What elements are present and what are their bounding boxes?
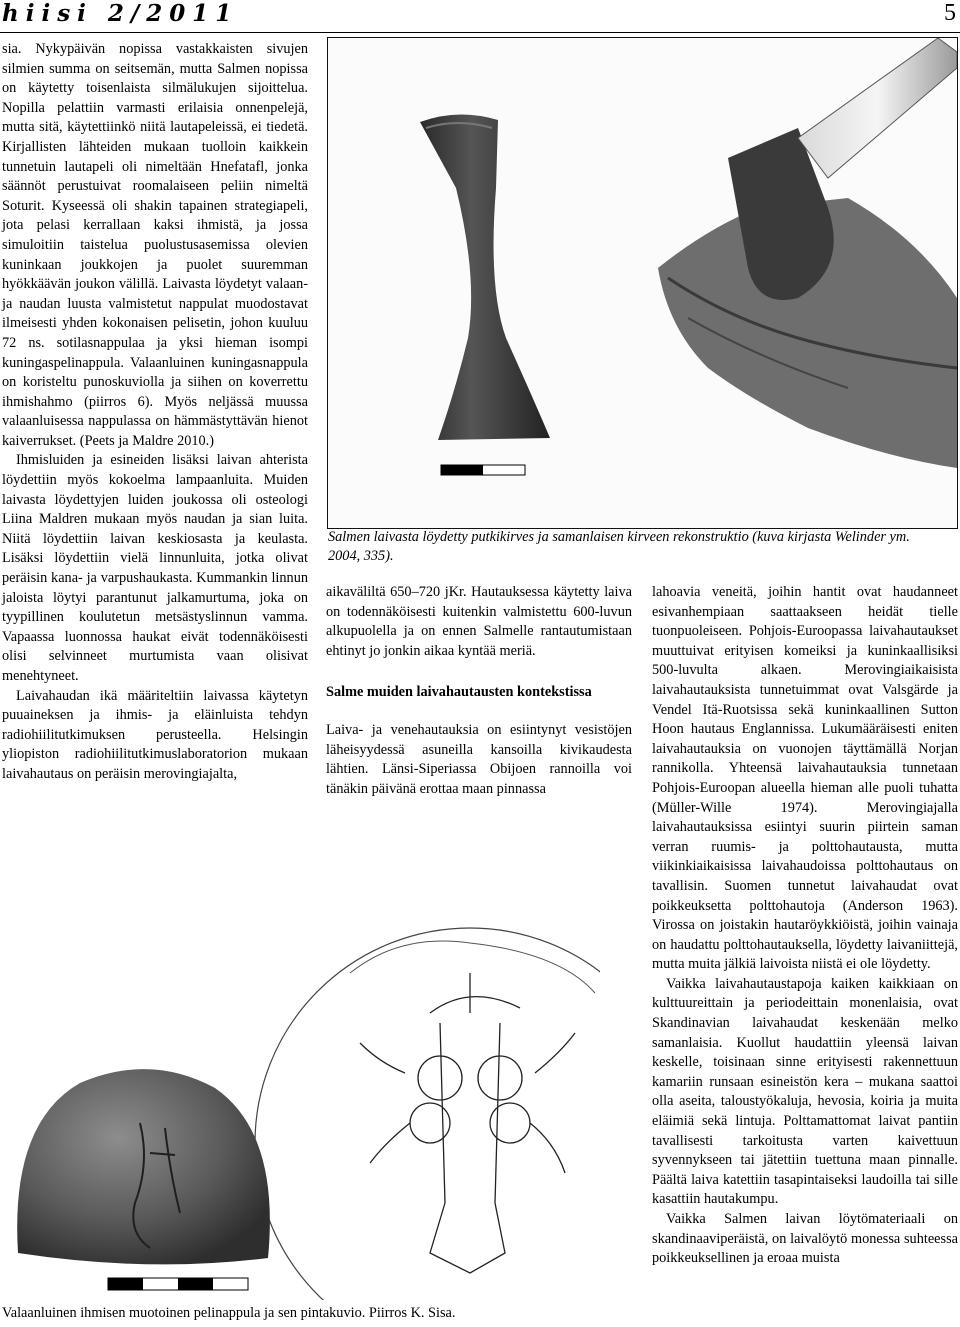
axe-photo-graphic [328,38,957,528]
text-column-3 [652,583,958,1269]
text-column-2 [326,583,632,799]
axe-photo-caption: Salmen laivasta löydetty putkikirves ja samanlaisen kirveen rekonstruktio (kuva kirjasta Welinder ym. 2004, 335). [328,529,910,564]
axe-photo [327,37,958,529]
game-piece-figure [0,873,600,1300]
section-heading: Salme muiden laivahautausten kontekstissa [326,684,592,701]
header-rule [0,32,960,33]
paragraph: lahoavia veneitä, joihin hantit ovat haudanneet esivanhempiaan saattaakseen heidät tielle tuonpuoleiseen. Pohjois-Euroopassa laivahautaukset muuttuivat erityisen komeiksi ja kuninkaallisiksi 500-luvulta alkaen. Merovingiaikaisista laivahautauksista tunnetuimmat ovat Valsgärde ja Vendel Itä-Ruotsissa sekä kuninkaallinen Sutton Hoon hautaus Englannissa. Lukumääräisesti eniten laivahautauksia on vuonojen täyttämällä Norjan rannikolla. Yhteensä laivahautauksia tunnetaan Pohjois-Euroopan alueella hieman alle puoli tuhatta (Müller-Wille 1974). Merovingiajalla laivahautauksissa esiintyi suurin piirtein saman verran ruumis- ja polttohautausta, mutta viikinkiaikaisissa laivahaudoissa polttohautaus on tavallisin. Suomen tunnetut laivahaudat ovat poikkeuksetta polttohautoja (Anderson 1963). Virossa on joistakin hautaröykkiöistä, joihin vainaja on haudattu polttohautauksella, löydetty laivaniittejä, mutta muita jälkiä laivoista niistä ei ole löydetty. [652,584,958,973]
paragraph: Laiva- ja venehautauksia on esiintynyt vesistöjen läheisyydessä asuneilla kansoilla kivikaudesta lähtien. Länsi-Siperiassa Obijoen rannoilla voi tänäkin päivänä erottaa maan pinnassa [326,721,632,797]
paragraph: Vaikka Salmen laivan löytömateriaali on skandinaaviperäistä, on laivalöytö monessa suhteessa poikkeuksellinen ja eroaa muista [652,1211,958,1267]
game-piece-caption: Valaanluinen ihmisen muotoinen pelinappula ja sen pintakuvio. Piirros K. Sisa. [2,1305,456,1321]
paragraph: Vaikka laivahautaustapoja kaiken kaikkiaan on kulttuureittain ja periodeittain monenlaisia, ovat Skandinavian laivahaudat keskenään melko samanlaisia. Kuollut haudattiin yleensä laivan keskelle, toisinaan sinne erityisesti rakennettuun kamariin runsaan esineistön kera – mukana saattoi olla aseita, taloustyökaluja, hevosia, koiria ja muita eläimiä sekä lintuja. Polttamattomat laivat pantiin tavallisesti tarkoitusta varten kaivettuun syvennykseen tai jätettiin tuettuna maan pinnalle. Päältä laiva katettiin tasapintaiseksi laudoilla tai sille kasattiin hautakumpu. [652,975,958,1208]
page-number: 5 [944,0,956,26]
game-piece-graphic [0,873,600,1300]
journal-title: hiisi 2/2011 [2,0,239,27]
paragraph: Ihmisluiden ja esineiden lisäksi laivan ahterista löydettiin myös kokoelma lampaanluita. Muiden laivasta löydettyjen luiden joukossa oli osteologi Liina Maldren mukaan myös naudan ja sian luita. Niitä löydettiin laivan keskiosasta ja keulasta. Lisäksi löydettiin vielä linnunluita, jotka olivat peräisin kana- ja varpushaukasta. Kummankin linnun jaloista löytyi parantunut jalkamurtuma, joka on tyypillinen koulutetun metsästyslinnun vamma. Vapaassa luonnossa haukat eivät todennäköisesti olisi selvinneet murtumista vaan olisivat menehtyneet. [2,452,308,684]
paragraph: aikaväliltä 650–720 jKr. Hautauksessa käytetty laiva on todennäköisesti kuitenkin valmistettu 600-luvun alkupuolella ja on ennen Salmelle rantautumistaan ehtinyt jo jonkin aikaa kyntää meriä. [326,584,632,659]
paragraph: sia. Nykypäivän nopissa vastakkaisten sivujen silmien summa on seitsemän, mutta Salmen nopissa on käytetty toisenlaista silmälukujen sijoittelua. Nopilla pelattiin varmasti erilaisia onnenpelejä, mutta sitä, käytettiinkö niitä lautapeleissä, ei tiedetä. Kirjallisten lähteiden mukaan tuolloin kaikkein tunnetuin lautapeli oli nimeltään Hnefatafl, jonka säännöt perustuivat roomalaiseen peliin nimeltä Soturit. Kyseessä oli shakin tapainen strategiapeli, jota pelasi kerrallaan kaksi ihmistä, ja jossa simuloitiin taistelua puolustusasemissa olevien kuninkaan joukkojen ja puolet suuremman hyökkäävän joukon välillä. Laivasta löydetyt valaan- ja naudan luusta valmistetut nappulat muodostavat ilmeisesti yhden kokonaisen pelisetin, johon kuuluu 72 ns. sotilasnappulaa ja yksi hieman isompi kuningaspelinappula. Valaanluinen kuningasnappula on koristeltu punoskuviolla ja siihen on koverrettu ihmishahmo (piirros 6). Myös neljässä muussa valaanluisessa nappulassa on hämmästyttävän hienot kaiverrukset. (Peets ja Maldre 2010.) [2,41,308,449]
paragraph: Laivahaudan ikä määriteltiin laivassa käytetyn puuaineksen ja ihmis- ja eläinluista tehdyn radiohiilitutkimuksen perusteella. Helsingin yliopiston radiohiilitutkimuslaboratorion mukaan laivahautaus on peräisin merovingiajalta, [2,687,308,782]
text-column-1 [2,40,308,785]
